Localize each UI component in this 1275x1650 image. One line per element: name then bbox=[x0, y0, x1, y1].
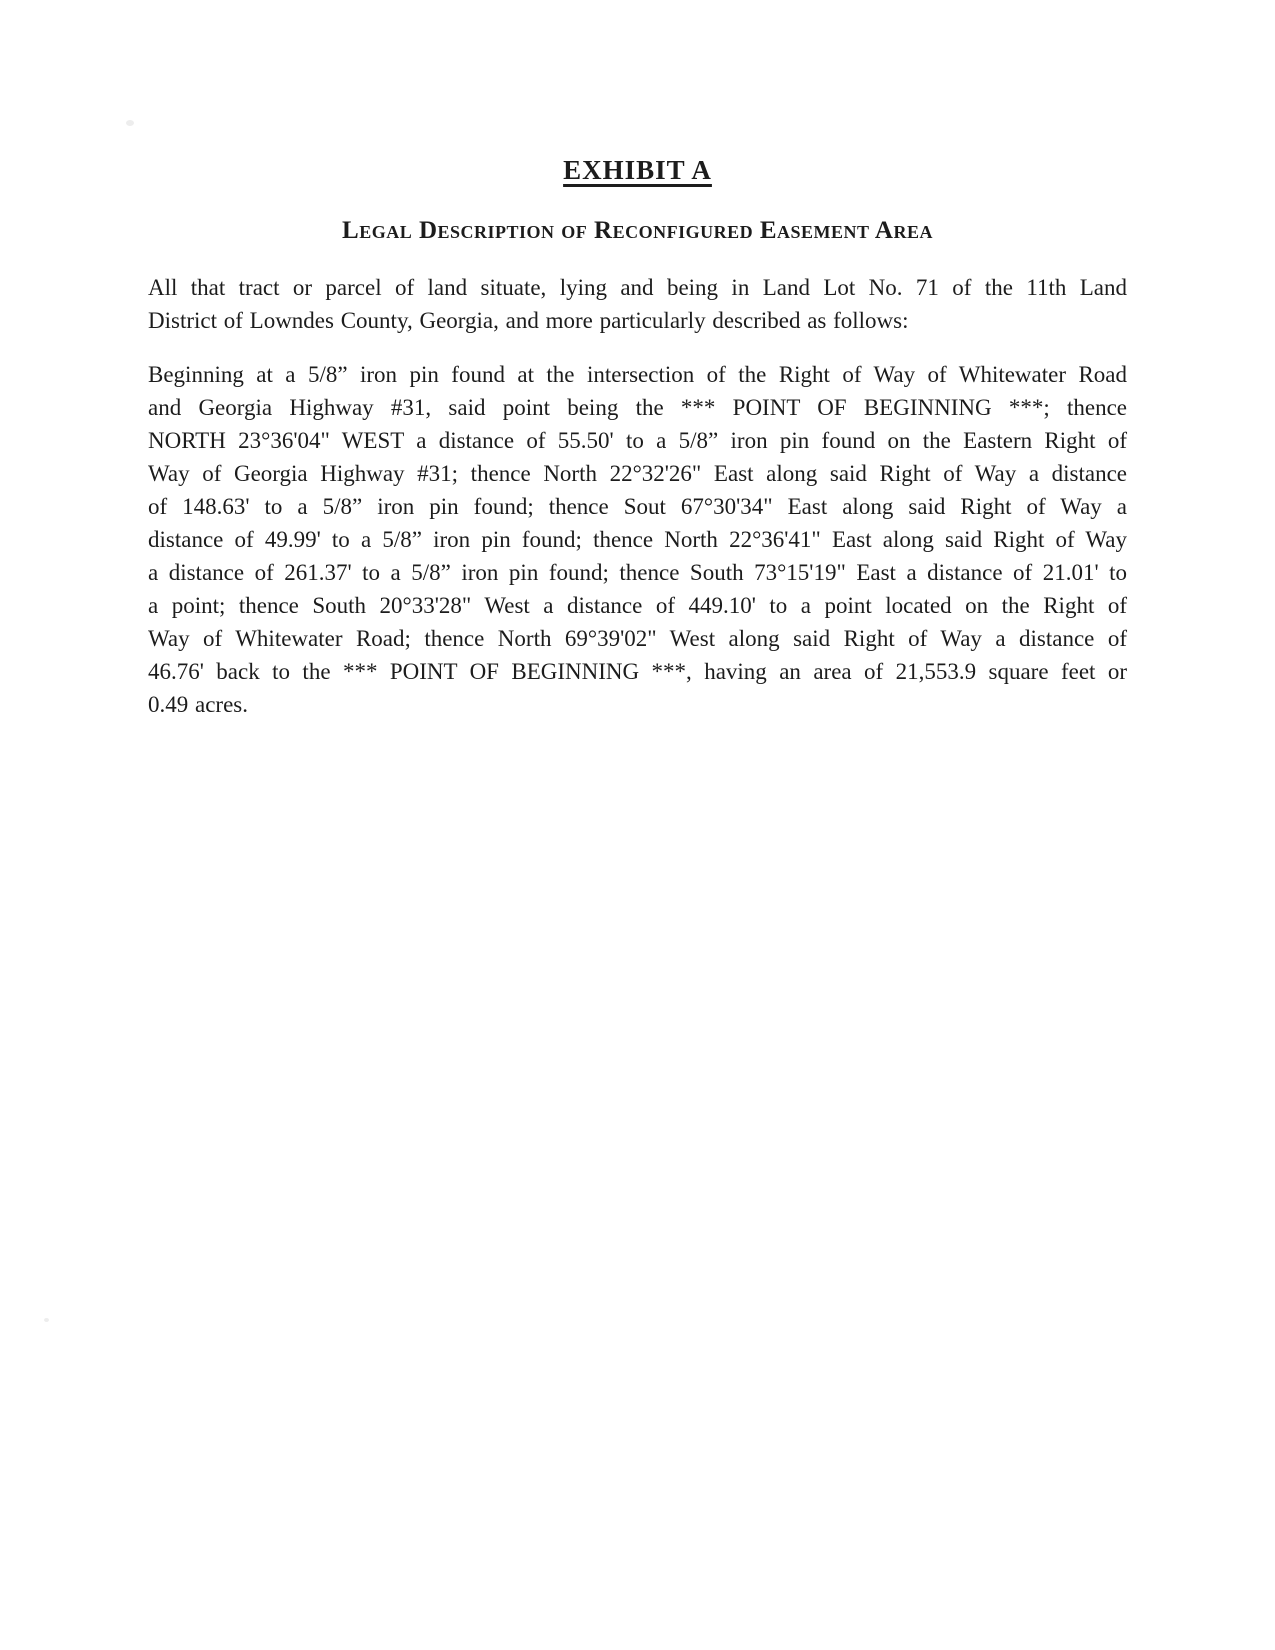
scan-artifact bbox=[44, 1318, 49, 1322]
legal-description-paragraph bbox=[148, 358, 1127, 721]
text-line: 0.49 acres. bbox=[148, 692, 248, 717]
text-line: distance of 49.99' to a 5/8” iron pin found; thence North 22°36'41" East along said Right of Way bbox=[148, 527, 1127, 552]
document-subtitle: Legal Description of Reconfigured Easement Area bbox=[342, 217, 933, 244]
text-line: Way of Whitewater Road; thence North 69°39'02" West along said Right of Way a distance of bbox=[148, 626, 1127, 651]
text-line: of 148.63' to a 5/8” iron pin found; thence Sout 67°30'34" East along said Right of Way a bbox=[148, 494, 1127, 519]
text-line: a point; thence South 20°33'28" West a distance of 449.10' to a point located on the Right of bbox=[148, 593, 1127, 618]
text-line: 46.76' back to the *** POINT OF BEGINNING ***, having an area of 21,553.9 square feet or bbox=[148, 659, 1127, 684]
text-line: District of Lowndes County, Georgia, and more particularly described as follows: bbox=[148, 308, 909, 333]
text-line: All that tract or parcel of land situate, lying and being in Land Lot No. 71 of the 11th Land bbox=[148, 275, 1127, 300]
text-line: and Georgia Highway #31, said point being the *** POINT OF BEGINNING ***; thence bbox=[148, 395, 1127, 420]
text-line: Way of Georgia Highway #31; thence North 22°32'26" East along said Right of Way a distance bbox=[148, 461, 1127, 486]
scan-artifact bbox=[126, 120, 134, 126]
text-line: Beginning at a 5/8” iron pin found at the intersection of the Right of Way of Whitewater Road bbox=[148, 362, 1127, 387]
exhibit-title: EXHIBIT A bbox=[563, 155, 712, 185]
text-line: NORTH 23°36'04" WEST a distance of 55.50' to a 5/8” iron pin found on the Eastern Right of bbox=[148, 428, 1127, 453]
intro-paragraph bbox=[148, 271, 1127, 337]
text-line: a distance of 261.37' to a 5/8” iron pin found; thence South 73°15'19" East a distance of 21.01' to bbox=[148, 560, 1127, 585]
